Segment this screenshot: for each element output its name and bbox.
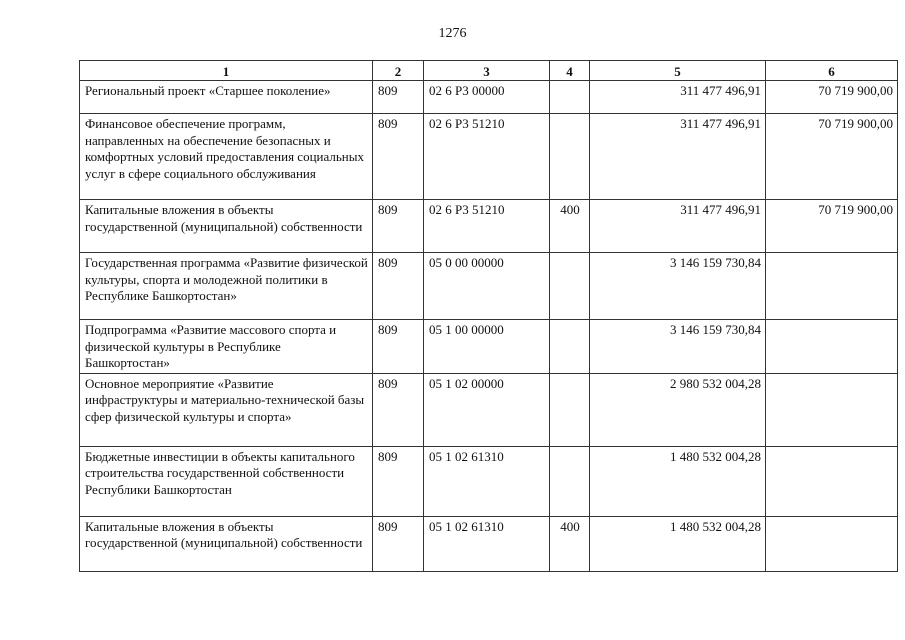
budget-table xyxy=(79,60,898,572)
table-row xyxy=(80,253,898,320)
table-row xyxy=(80,373,898,446)
row-amount: 1 480 532 004,28 xyxy=(590,516,766,571)
row-department-code: 809 xyxy=(373,81,424,114)
row-department-code: 809 xyxy=(373,114,424,200)
row-name: Региональный проект «Старшее поколение» xyxy=(80,81,373,114)
row-target-article: 05 1 02 61310 xyxy=(424,516,550,571)
row-amount-federal xyxy=(766,516,898,571)
row-target-article: 02 6 Р3 51210 xyxy=(424,200,550,253)
row-amount: 311 477 496,91 xyxy=(590,200,766,253)
row-amount-federal: 70 719 900,00 xyxy=(766,114,898,200)
row-amount: 3 146 159 730,84 xyxy=(590,253,766,320)
row-name: Подпрограмма «Развитие массового спорта и физической культуры в Республике Башкортостан» xyxy=(80,320,373,374)
row-expense-type xyxy=(550,446,590,516)
row-target-article: 05 1 00 00000 xyxy=(424,320,550,374)
row-department-code: 809 xyxy=(373,373,424,446)
row-expense-type xyxy=(550,373,590,446)
row-amount-federal xyxy=(766,253,898,320)
row-name: Капитальные вложения в объекты государственной (муниципальной) собственности xyxy=(80,200,373,253)
row-expense-type: 400 xyxy=(550,516,590,571)
row-target-article: 05 1 02 61310 xyxy=(424,446,550,516)
row-amount: 3 146 159 730,84 xyxy=(590,320,766,374)
row-department-code: 809 xyxy=(373,320,424,374)
row-department-code: 809 xyxy=(373,200,424,253)
row-department-code: 809 xyxy=(373,516,424,571)
row-amount-federal xyxy=(766,446,898,516)
row-expense-type: 400 xyxy=(550,200,590,253)
row-amount-federal xyxy=(766,320,898,374)
table-row xyxy=(80,516,898,571)
row-name: Бюджетные инвестиции в объекты капитального строительства государственной собственности Республики Башкортостан xyxy=(80,446,373,516)
row-department-code: 809 xyxy=(373,446,424,516)
row-target-article: 05 0 00 00000 xyxy=(424,253,550,320)
column-header-1: 1 xyxy=(80,61,373,81)
row-name: Капитальные вложения в объекты государственной (муниципальной) собственности xyxy=(80,516,373,571)
row-department-code: 809 xyxy=(373,253,424,320)
row-amount: 2 980 532 004,28 xyxy=(590,373,766,446)
row-target-article: 02 6 Р3 00000 xyxy=(424,81,550,114)
row-expense-type xyxy=(550,253,590,320)
row-amount: 1 480 532 004,28 xyxy=(590,446,766,516)
column-header-4: 4 xyxy=(550,61,590,81)
row-amount: 311 477 496,91 xyxy=(590,114,766,200)
row-expense-type xyxy=(550,81,590,114)
table-row xyxy=(80,200,898,253)
row-amount-federal: 70 719 900,00 xyxy=(766,81,898,114)
table-row xyxy=(80,81,898,114)
row-name: Основное мероприятие «Развитие инфраструктуры и материально-технической базы сфер физической культуры и спорта» xyxy=(80,373,373,446)
row-name: Финансовое обеспечение программ, направленных на обеспечение безопасных и комфортных условий предоставления социальных услуг в сфере социального обслуживания xyxy=(80,114,373,200)
row-amount-federal xyxy=(766,373,898,446)
row-expense-type xyxy=(550,114,590,200)
row-name: Государственная программа «Развитие физической культуры, спорта и молодежной политики в Республике Башкортостан» xyxy=(80,253,373,320)
column-header-6: 6 xyxy=(766,61,898,81)
row-target-article: 02 6 Р3 51210 xyxy=(424,114,550,200)
row-amount: 311 477 496,91 xyxy=(590,81,766,114)
table-row xyxy=(80,446,898,516)
page-number: 1276 xyxy=(438,26,467,41)
row-target-article: 05 1 02 00000 xyxy=(424,373,550,446)
column-header-2: 2 xyxy=(373,61,424,81)
column-header-3: 3 xyxy=(424,61,550,81)
table-header-row xyxy=(80,61,898,81)
row-expense-type xyxy=(550,320,590,374)
row-amount-federal: 70 719 900,00 xyxy=(766,200,898,253)
table-row xyxy=(80,114,898,200)
column-header-5: 5 xyxy=(590,61,766,81)
table-row xyxy=(80,320,898,374)
